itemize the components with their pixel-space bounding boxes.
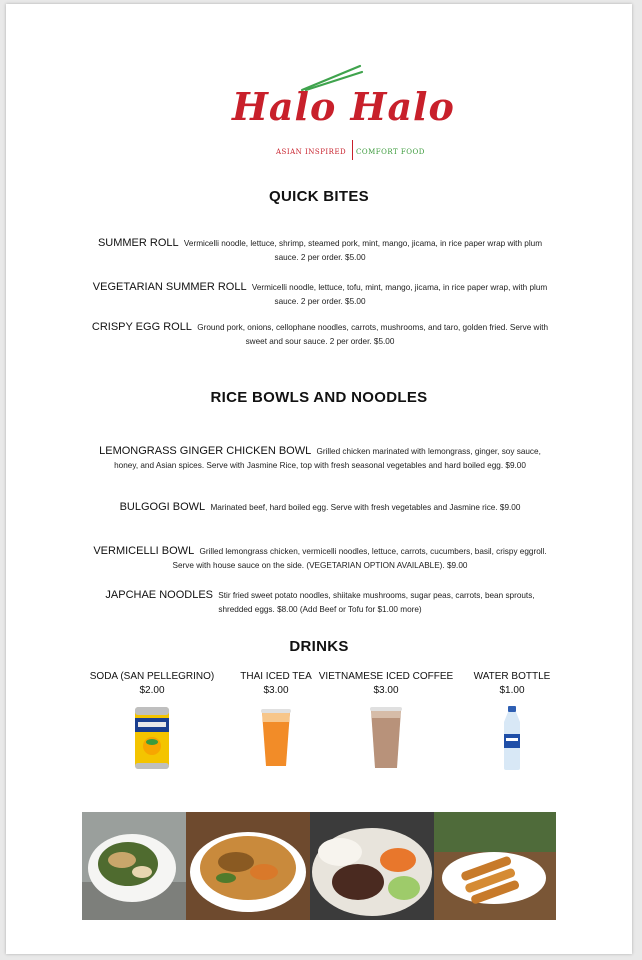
water-bottle-image bbox=[500, 704, 524, 772]
menu-item bbox=[90, 444, 550, 473]
drink-name: SODA (SAN PELLEGRINO) bbox=[89, 671, 215, 682]
drink-price: $1.00 bbox=[499, 685, 525, 696]
drinks-heading: DRINKS bbox=[289, 638, 349, 655]
menu-item-desc: Ground pork, onions, cellophane noodles, carrots, mushrooms, and taro, golden fried. Serve with sweet and sour sauce. 2 per order. $5.00 bbox=[197, 323, 549, 346]
menu-item-name: JAPCHAE NOODLES bbox=[105, 589, 213, 601]
menu-item-desc: Vermicelli noodle, lettuce, shrimp, steamed pork, mint, mango, jicama, in rice paper wrap with plum sauce. 2 per order. $5.00 bbox=[183, 239, 543, 262]
drink-name: WATER BOTTLE bbox=[473, 671, 551, 682]
menu-item-name: BULGOGI BOWL bbox=[119, 501, 206, 513]
soda-can-image bbox=[132, 704, 172, 772]
menu-item-desc: Stir fried sweet potato noodles, shiitake mushrooms, sugar peas, carrots, bean sprouts, shredded eggs. $8.00 (Add Beef or Tofu for $1.00 more) bbox=[218, 591, 535, 614]
menu-item-name: LEMONGRASS GINGER CHICKEN BOWL bbox=[99, 445, 312, 457]
menu-item bbox=[90, 500, 550, 515]
menu-item-name: VEGETARIAN SUMMER ROLL bbox=[92, 281, 247, 293]
drink-price: $3.00 bbox=[373, 685, 399, 696]
logo-tagline-left: ASIAN INSPIRED bbox=[276, 148, 347, 156]
menu-item bbox=[90, 280, 550, 309]
halo-halo-logo bbox=[232, 62, 455, 166]
drink-item bbox=[442, 670, 582, 772]
egg-roll-plate-photo bbox=[434, 812, 556, 920]
drink-price: $2.00 bbox=[139, 685, 165, 696]
vietnamese-iced-coffee-image bbox=[368, 704, 404, 772]
drink-item bbox=[82, 670, 222, 772]
menu-item-desc: Grilled lemongrass chicken, vermicelli noodles, lettuce, carrots, cucumbers, basil, crispy eggroll. Serve with house sauce on the side. (VEGETARIAN OPTION AVAILABLE). $9.00 bbox=[172, 547, 547, 570]
rice-bowls-heading: RICE BOWLS AND NOODLES bbox=[210, 389, 428, 406]
menu-item-desc: Marinated beef, hard boiled egg. Serve with fresh vegetables and Jasmine rice. $9.00 bbox=[210, 503, 521, 512]
menu-page bbox=[6, 4, 632, 954]
menu-item bbox=[90, 544, 550, 573]
logo-divider bbox=[352, 140, 353, 160]
thai-iced-tea-image bbox=[259, 704, 293, 770]
logo-tagline-right: COMFORT FOOD bbox=[356, 148, 425, 156]
menu-item bbox=[90, 320, 550, 349]
menu-item bbox=[90, 236, 550, 265]
summer-roll-plate-photo bbox=[82, 812, 186, 920]
menu-item-desc: Vermicelli noodle, lettuce, tofu, mint, mango, jicama, in rice paper wrap, with plum sauce. 2 per order. $5.00 bbox=[251, 283, 548, 306]
menu-item bbox=[90, 588, 550, 617]
menu-item-name: VERMICELLI BOWL bbox=[93, 545, 195, 557]
menu-item-desc: Grilled chicken marinated with lemongrass, ginger, soy sauce, honey, and Asian spices. Serve with Jasmine Rice, top with fresh seasonal vegetables and hard boiled egg. $9.00 bbox=[114, 447, 541, 470]
drink-price: $3.00 bbox=[263, 685, 289, 696]
drink-item bbox=[316, 670, 456, 772]
drink-name: THAI ICED TEA bbox=[240, 671, 312, 682]
japchae-noodles-photo bbox=[186, 812, 310, 920]
logo-name: Halo Halo bbox=[232, 84, 455, 129]
bulgogi-bowl-photo bbox=[310, 812, 434, 920]
drink-name: VIETNAMESE ICED COFFEE bbox=[318, 671, 454, 682]
menu-item-name: CRISPY EGG ROLL bbox=[91, 321, 192, 333]
menu-item-name: SUMMER ROLL bbox=[97, 237, 179, 249]
quick-bites-heading: QUICK BITES bbox=[269, 188, 369, 205]
